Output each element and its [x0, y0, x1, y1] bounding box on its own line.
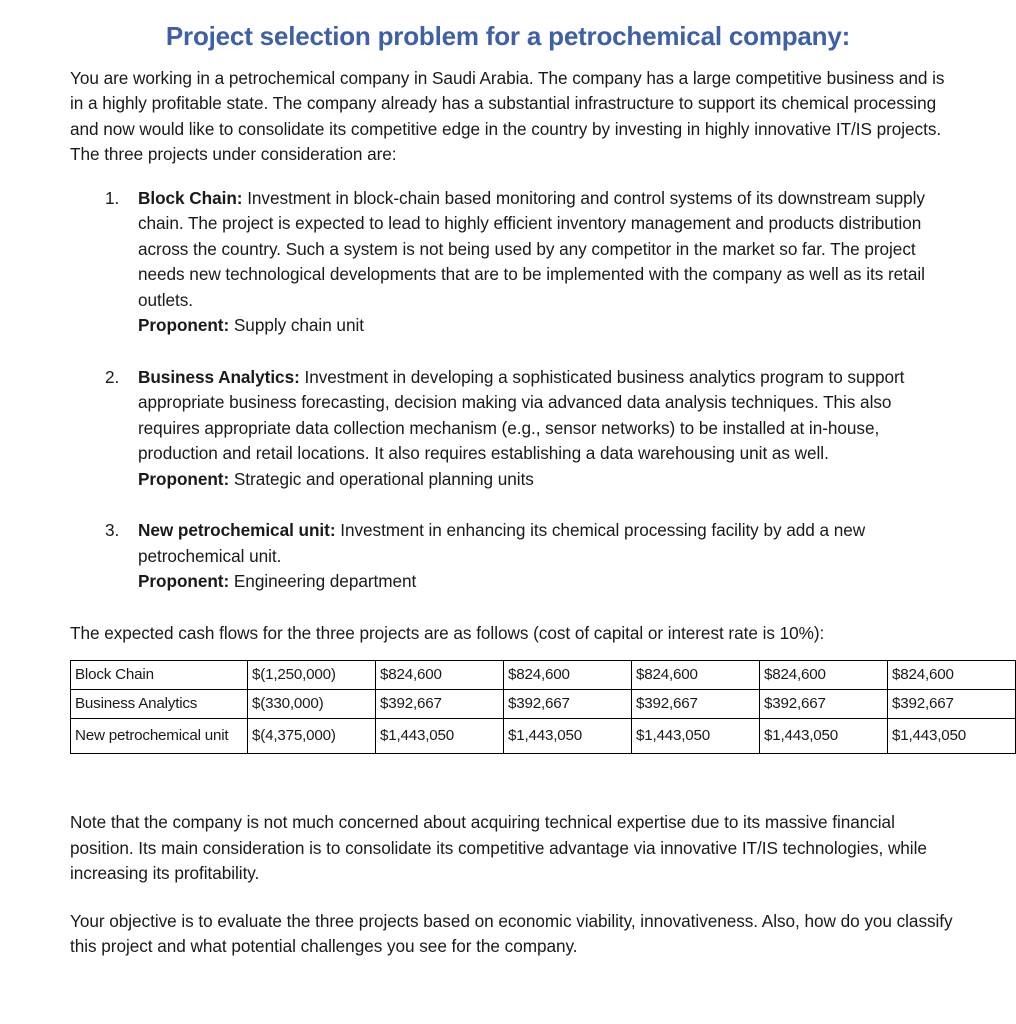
- proponent-value-3: Engineering department: [233, 571, 417, 592]
- row-label: Business Analytics: [71, 690, 248, 719]
- row-label: New petrochemical unit: [71, 719, 248, 754]
- cell-value: $1,443,050: [376, 719, 504, 754]
- cell-value: $824,600: [376, 661, 504, 690]
- table-row: [71, 661, 1016, 690]
- project-name-2: Business Analytics:: [138, 366, 300, 387]
- proponent-line-2: [138, 467, 954, 493]
- page-title: Project selection problem for a petrochemical company:: [165, 21, 851, 51]
- note-paragraph: Note that the company is not much concerned about acquiring technical expertise due to its massive financial position. Its main consideration is to consolidate its competitive advantage via innovative IT/IS technologies, while increasing its profitability.: [70, 812, 927, 884]
- proponent-label-2: Proponent:: [138, 468, 230, 489]
- proponent-value-1: Supply chain unit: [233, 315, 364, 336]
- cashflow-intro-text: The expected cash flows for the three projects are as follows (cost of capital or interest rate is 10%):: [70, 622, 825, 643]
- cell-value: $392,667: [760, 690, 888, 719]
- cell-value: $824,600: [504, 661, 632, 690]
- cell-value: $824,600: [888, 661, 1016, 690]
- project-name-3: New petrochemical unit:: [138, 520, 336, 541]
- proponent-label-1: Proponent:: [138, 315, 230, 336]
- cashflow-table: [70, 660, 1016, 754]
- row-label: Block Chain: [71, 661, 248, 690]
- list-item-new-petrochemical-unit: [138, 518, 954, 595]
- cell-value: $392,667: [632, 690, 760, 719]
- list-item-block-chain: [138, 186, 954, 339]
- cell-value: $392,667: [888, 690, 1016, 719]
- intro-paragraph: You are working in a petrochemical company in Saudi Arabia. The company has a large competitive business and is in a highly profitable state. The company already has a substantial infrastructure to support its chemical processing and now would like to consolidate its competitive edge in the country by investing in highly innovative IT/IS projects. The three projects under consideration are:: [70, 67, 945, 165]
- cell-value: $(4,375,000): [248, 719, 376, 754]
- project-description-1: Investment in block-chain based monitoring and control systems of its downstream supply chain. The project is expected to lead to highly efficient inventory management and products distribution across the country. Such a system is not being used by any competitor in the market so far. The project needs new technological developments that are to be implemented with the company as well as its retail outlets.: [138, 187, 925, 310]
- cell-value: $1,443,050: [504, 719, 632, 754]
- proponent-label-3: Proponent:: [138, 571, 230, 592]
- cell-value: $1,443,050: [760, 719, 888, 754]
- cell-value: $392,667: [504, 690, 632, 719]
- proponent-line-3: [138, 569, 954, 595]
- project-name-1: Block Chain:: [138, 187, 243, 208]
- table-row: [71, 719, 1016, 754]
- cell-value: $(330,000): [248, 690, 376, 719]
- cell-value: $392,667: [376, 690, 504, 719]
- cell-value: $1,443,050: [632, 719, 760, 754]
- project-description-3: Investment in enhancing its chemical processing facility by add a new petrochemical unit.: [138, 520, 866, 566]
- cell-value: $(1,250,000): [248, 661, 376, 690]
- proponent-value-2: Strategic and operational planning units: [233, 468, 534, 489]
- document-body: [0, 66, 1016, 960]
- project-description-2: Investment in developing a sophisticated business analytics program to support appropriate business forecasting, decision making via advanced data analysis techniques. This also requires appropriate data collection mechanism (e.g., sensor networks) to be installed at in-house, production and retail locations. It also requires establishing a data warehousing unit as well.: [138, 366, 905, 464]
- cell-value: $824,600: [760, 661, 888, 690]
- cell-value: $1,443,050: [888, 719, 1016, 754]
- list-item-business-analytics: [138, 365, 954, 493]
- project-list: [70, 186, 954, 595]
- table-row: [71, 690, 1016, 719]
- proponent-line-1: [138, 313, 954, 339]
- cell-value: $824,600: [632, 661, 760, 690]
- objective-paragraph: Your objective is to evaluate the three projects based on economic viability, innovativeness. Also, how do you classify this project and what potential challenges you see for the company.: [70, 910, 953, 957]
